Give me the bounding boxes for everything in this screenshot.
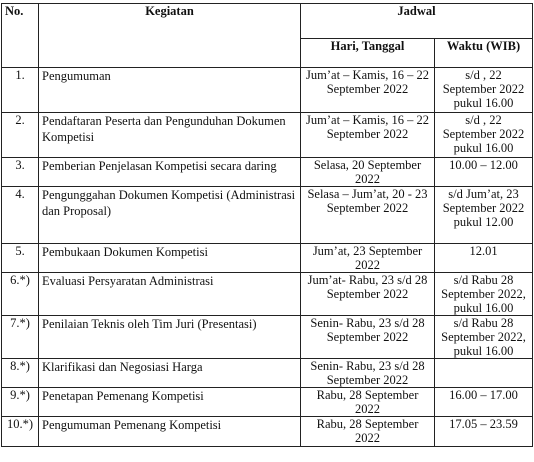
header-no: No. — [2, 4, 39, 68]
cell-kegiatan: Pengumuman Pemenang Kompetisi — [39, 417, 301, 447]
table-row — [2, 187, 533, 244]
cell-kegiatan: Pendaftaran Peserta dan Pengunduhan Dokumen Kompetisi — [39, 113, 301, 158]
cell-waktu: s/d Rabu 28 September 2022, pukul 16.00 — [435, 273, 533, 316]
table-row — [2, 359, 533, 388]
table-row — [2, 388, 533, 417]
header-jadwal: Jadwal — [301, 4, 533, 39]
cell-no: 5. — [2, 244, 39, 273]
cell-hari: Jum’at- Rabu, 23 s/d 28 September 2022 — [301, 273, 435, 316]
cell-no: 9.*) — [2, 388, 39, 417]
cell-hari: Selasa, 20 September 2022 — [301, 158, 435, 187]
cell-no: 4. — [2, 187, 39, 244]
cell-waktu: s/d , 22 September 2022 pukul 16.00 — [435, 113, 533, 158]
cell-kegiatan: Pembukaan Dokumen Kompetisi — [39, 244, 301, 273]
cell-kegiatan: Evaluasi Persyaratan Administrasi — [39, 273, 301, 316]
header-waktu: Waktu (WIB) — [435, 39, 533, 68]
cell-hari: Jum’at, 23 September 2022 — [301, 244, 435, 273]
cell-kegiatan: Pemberian Penjelasan Kompetisi secara daring — [39, 158, 301, 187]
cell-hari: Senin- Rabu, 23 s/d 28 September 2022 — [301, 316, 435, 359]
table-row — [2, 273, 533, 316]
header-row — [2, 4, 533, 39]
cell-hari: Rabu, 28 September 2022 — [301, 388, 435, 417]
cell-kegiatan: Pengunggahan Dokumen Kompetisi (Administrasi dan Proposal) — [39, 187, 301, 244]
cell-no: 8.*) — [2, 359, 39, 388]
table-row — [2, 113, 533, 158]
cell-no: 7.*) — [2, 316, 39, 359]
cell-kegiatan: Penetapan Pemenang Kompetisi — [39, 388, 301, 417]
cell-waktu: s/d Jum’at, 23 September 2022 pukul 12.00 — [435, 187, 533, 244]
table-row — [2, 158, 533, 187]
cell-no: 1. — [2, 68, 39, 113]
cell-hari: Senin- Rabu, 23 s/d 28 September 2022 — [301, 359, 435, 388]
header-kegiatan: Kegiatan — [39, 4, 301, 68]
table-row — [2, 68, 533, 113]
table-row — [2, 316, 533, 359]
cell-no: 10.*) — [2, 417, 39, 447]
cell-hari: Jum’at – Kamis, 16 – 22 September 2022 — [301, 68, 435, 113]
cell-waktu: 16.00 – 17.00 — [435, 388, 533, 417]
header-hari-tanggal: Hari, Tanggal — [301, 39, 435, 68]
cell-kegiatan: Klarifikasi dan Negosiasi Harga — [39, 359, 301, 388]
cell-no: 2. — [2, 113, 39, 158]
cell-waktu: s/d Rabu 28 September 2022, pukul 16.00 — [435, 316, 533, 359]
table-row — [2, 244, 533, 273]
cell-kegiatan: Pengumuman — [39, 68, 301, 113]
cell-waktu: s/d , 22 September 2022 pukul 16.00 — [435, 68, 533, 113]
cell-waktu — [435, 359, 533, 388]
cell-waktu: 10.00 – 12.00 — [435, 158, 533, 187]
table-row — [2, 417, 533, 447]
schedule-table — [1, 3, 533, 447]
cell-no: 6.*) — [2, 273, 39, 316]
cell-kegiatan: Penilaian Teknis oleh Tim Juri (Presentasi) — [39, 316, 301, 359]
cell-waktu: 17.05 – 23.59 — [435, 417, 533, 447]
cell-hari: Rabu, 28 September 2022 — [301, 417, 435, 447]
cell-hari: Jum’at – Kamis, 16 – 22 September 2022 — [301, 113, 435, 158]
cell-waktu: 12.01 — [435, 244, 533, 273]
cell-hari: Selasa – Jum’at, 20 - 23 September 2022 — [301, 187, 435, 244]
cell-no: 3. — [2, 158, 39, 187]
